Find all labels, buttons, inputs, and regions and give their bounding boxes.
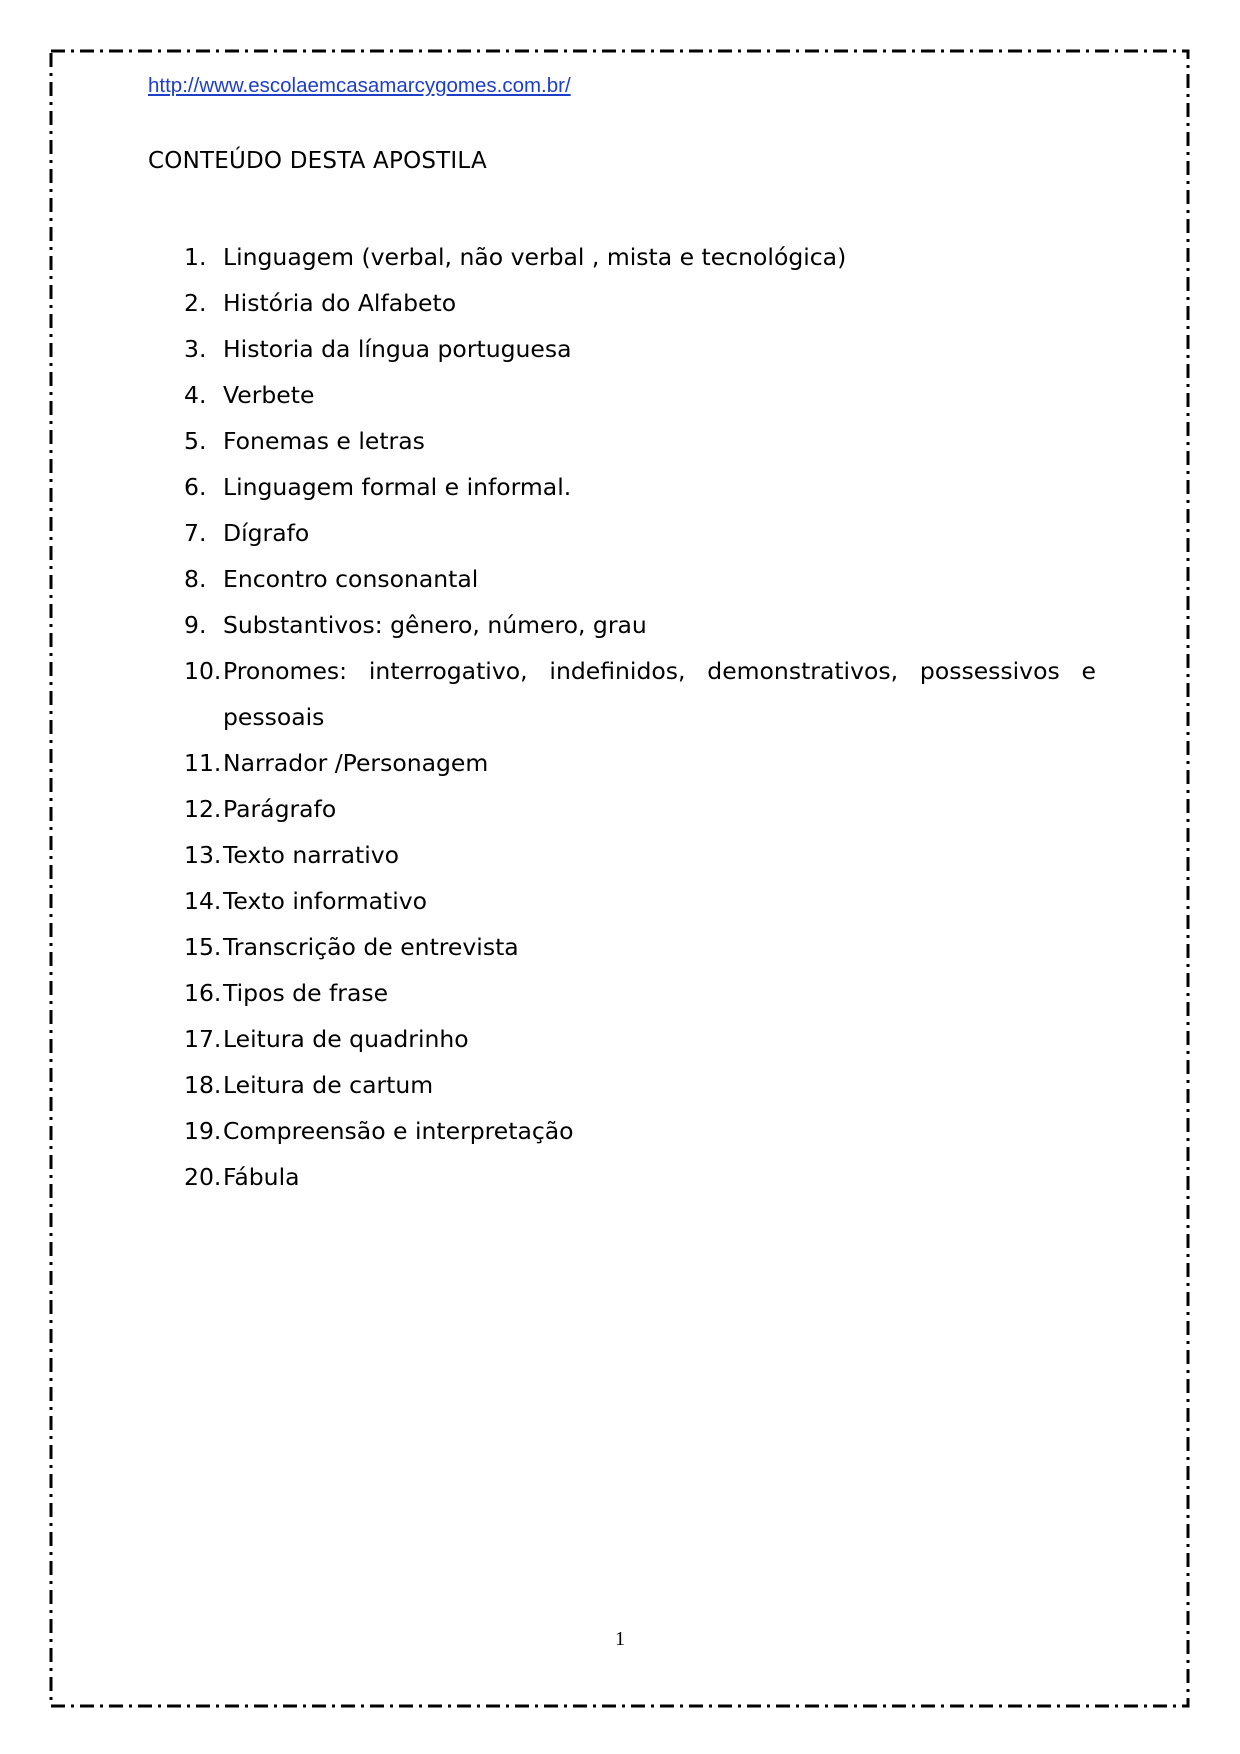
item-label: Leitura de cartum: [223, 1071, 434, 1099]
list-item: [184, 1154, 1096, 1200]
list-item: [184, 326, 1096, 372]
item-label: Fonemas e letras: [223, 427, 425, 455]
list-item: [184, 556, 1096, 602]
list-item: [184, 970, 1096, 1016]
item-number: 6.: [184, 473, 207, 501]
item-label: Leitura de quadrinho: [223, 1025, 469, 1053]
page-number: 1: [615, 1628, 625, 1650]
item-label: História do Alfabeto: [223, 289, 457, 317]
item-number: 9.: [184, 611, 207, 639]
list-item: [184, 372, 1096, 418]
item-number: 4.: [184, 381, 207, 409]
item-number: 19.: [184, 1117, 222, 1145]
list-item: [184, 878, 1096, 924]
list-item: [184, 1062, 1096, 1108]
item-number: 14.: [184, 887, 222, 915]
item-number: 17.: [184, 1025, 222, 1053]
list-item: [184, 924, 1096, 970]
list-item: [184, 832, 1096, 878]
item-label: Compreensão e interpretação: [223, 1117, 574, 1145]
list-item: [184, 786, 1096, 832]
list-item: [184, 1016, 1096, 1062]
item-label: Linguagem (verbal, não verbal , mista e tecnológica): [223, 243, 847, 271]
item-label: Texto narrativo: [223, 841, 400, 869]
item-label: Transcrição de entrevista: [223, 933, 519, 961]
list-item: [184, 464, 1096, 510]
item-label: Tipos de frase: [223, 979, 389, 1007]
item-number: 10.: [184, 657, 222, 685]
item-label: Dígrafo: [223, 519, 310, 547]
item-label: Linguagem formal e informal.: [223, 473, 572, 501]
list-item: [184, 648, 1096, 740]
item-label: Parágrafo: [223, 795, 337, 823]
item-number: 20.: [184, 1163, 222, 1191]
item-label-continuation: pessoais: [223, 703, 325, 731]
item-number: 13.: [184, 841, 222, 869]
contents-list: [184, 234, 1096, 1200]
item-number: 11.: [184, 749, 222, 777]
document-title: CONTEÚDO DESTA APOSTILA: [148, 148, 487, 174]
item-label: Historia da língua portuguesa: [223, 335, 572, 363]
item-label: Texto informativo: [223, 887, 428, 915]
item-number: 12.: [184, 795, 222, 823]
list-item: [184, 418, 1096, 464]
list-item: [184, 510, 1096, 556]
item-label: Fábula: [223, 1163, 300, 1191]
list-item: [184, 740, 1096, 786]
item-label: Encontro consonantal: [223, 565, 479, 593]
item-label: Narrador /Personagem: [223, 749, 489, 777]
item-label: Pronomes: interrogativo, indefinidos, demonstrativos, possessivos e: [223, 657, 1096, 685]
website-link[interactable]: http://www.escolaemcasamarcygomes.com.br/: [148, 74, 571, 97]
item-number: 5.: [184, 427, 207, 455]
item-number: 18.: [184, 1071, 222, 1099]
item-label: Substantivos: gênero, número, grau: [223, 611, 647, 639]
item-number: 15.: [184, 933, 222, 961]
item-number: 16.: [184, 979, 222, 1007]
item-number: 3.: [184, 335, 207, 363]
list-item: [184, 1108, 1096, 1154]
item-number: 8.: [184, 565, 207, 593]
item-label: Verbete: [223, 381, 315, 409]
list-item: [184, 280, 1096, 326]
item-number: 2.: [184, 289, 207, 317]
list-item: [184, 234, 1096, 280]
item-number: 7.: [184, 519, 207, 547]
item-number: 1.: [184, 243, 207, 271]
list-item: [184, 602, 1096, 648]
